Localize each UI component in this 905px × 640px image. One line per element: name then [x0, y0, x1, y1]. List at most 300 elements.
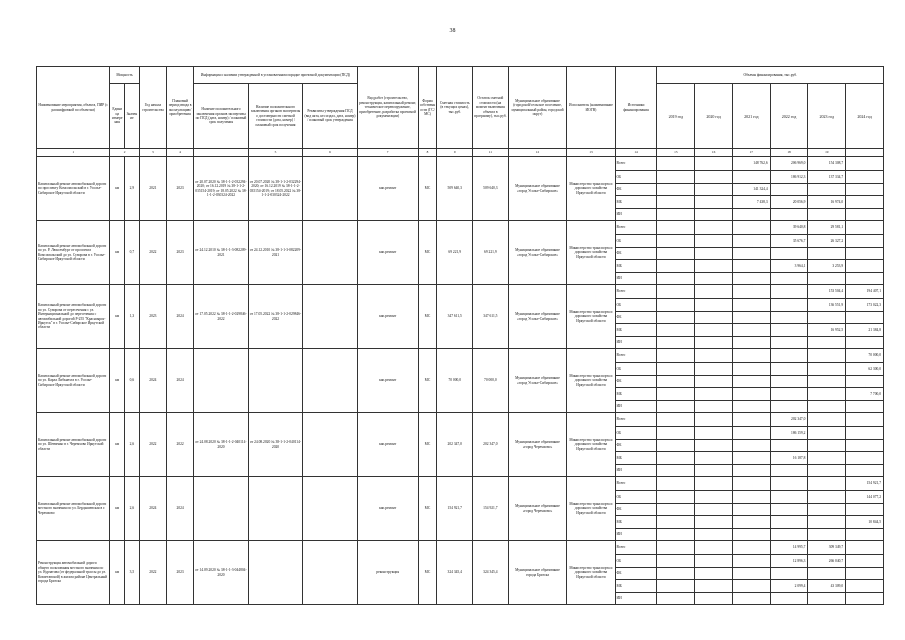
funding-value: [732, 528, 770, 541]
header-name: Наименование мероприятия, объекта, ПИР (с расшифровкой по объектам): [37, 67, 110, 149]
funding-value: 186 912,3: [770, 171, 808, 184]
work-type: кап.ремонт: [357, 157, 418, 221]
municipality: Муниципальное образование «город Черемхово»: [508, 477, 567, 541]
funding-source-label: ФБ: [615, 311, 657, 324]
value-cell: 1,3: [125, 285, 140, 349]
psd-positive: от 24.12.2010 № 38-1-1-3-082209-2021: [194, 221, 249, 285]
funding-value: [657, 464, 695, 477]
funding-value: 154 921,7: [846, 477, 884, 491]
funding-value: [732, 413, 770, 427]
funding-value: [808, 592, 846, 605]
funding-value: 194 407,1: [846, 285, 884, 299]
ownership: МС: [418, 541, 437, 605]
funding-value: [808, 439, 846, 452]
funding-value: [732, 541, 770, 555]
funding-value: [846, 503, 884, 516]
rem-cost: 509 640,3: [473, 157, 509, 221]
psd-approval: [303, 285, 358, 349]
funding-value: 309 349,7: [808, 541, 846, 555]
funding-value: [846, 439, 884, 452]
funding-value: [846, 183, 884, 196]
work-type: кап.ремонт: [357, 349, 418, 413]
header-value: Значение: [125, 84, 140, 149]
funding-value: [732, 349, 770, 363]
table-row: [37, 221, 884, 235]
table-row: [37, 413, 884, 427]
funding-value: [732, 477, 770, 491]
funding-value: [770, 491, 808, 504]
funding-source-label: ИИ: [615, 272, 657, 285]
funding-value: [657, 336, 695, 349]
psd-reliability: от 24.08.2020 № 38-1-1-2-040114-2020: [248, 413, 303, 477]
funding-value: [846, 247, 884, 260]
value-cell: 0,6: [125, 349, 140, 413]
psd-positive: [194, 477, 249, 541]
work-type: кап.ремонт: [357, 477, 418, 541]
est-cost: 202 347,0: [437, 413, 473, 477]
table-row: [37, 349, 884, 363]
rem-cost: 69 221,9: [473, 221, 509, 285]
unit-cell: км: [110, 221, 125, 285]
psd-reliability: от 20.07.2020 № 38-1-1-2-032294-2020; от 16.12.2019 № 38-1-1-2-035154-2019; от 18.05.2022 № 38-1-1-2-030324-2022: [248, 157, 303, 221]
column-number: 1: [37, 149, 110, 157]
funding-value: [808, 349, 846, 363]
rem-cost: 154 921,7: [473, 477, 509, 541]
psd-approval: [303, 349, 358, 413]
object-name: Капитальный ремонт автомобильной дороги по ул. Шевченко в г. Черемхово Иркутской области: [37, 413, 110, 477]
funding-value: 29 581,1: [808, 221, 846, 235]
funding-value: [770, 363, 808, 376]
header-year: 2022 год: [770, 84, 808, 149]
funding-value: [770, 272, 808, 285]
funding-value: [732, 400, 770, 413]
column-number: 18: [770, 149, 808, 157]
funding-value: [657, 324, 695, 337]
psd-approval: [303, 221, 358, 285]
funding-value: [695, 196, 733, 209]
column-number-row: [37, 149, 884, 157]
psd-positive: от 24.08.2020 № 38-1-1-2-040114-2020: [194, 413, 249, 477]
funding-value: [770, 375, 808, 388]
funding-value: [657, 528, 695, 541]
header-year-end: Плановый период ввода в эксплуатацию/приобретения: [166, 67, 193, 149]
object-name: Капитальный ремонт автомобильной дороги по ул. Карла Либкнехта в г. Усолье-Сибирское Иркутской области: [37, 349, 110, 413]
value-cell: 2,9: [125, 157, 140, 221]
column-number: 17: [732, 149, 770, 157]
end-year: 2023: [166, 221, 193, 285]
funding-source-label: ИИ: [615, 336, 657, 349]
funding-value: [732, 555, 770, 568]
funding-value: [846, 580, 884, 593]
rem-cost: 324 345,4: [473, 541, 509, 605]
funding-source-label: ИИ: [615, 208, 657, 221]
funding-value: 12 896,3: [770, 555, 808, 568]
value-cell: 2,6: [125, 477, 140, 541]
start-year: 2023: [139, 285, 166, 349]
funding-value: [732, 567, 770, 580]
funding-value: [732, 464, 770, 477]
funding-value: [808, 311, 846, 324]
funding-value: [695, 363, 733, 376]
funding-value: [732, 299, 770, 312]
funding-value: [732, 363, 770, 376]
funding-value: [770, 528, 808, 541]
column-number: 7: [357, 149, 418, 157]
column-number: 13: [567, 149, 615, 157]
funding-value: [695, 311, 733, 324]
object-name: Капитальный ремонт автомобильной дороги местного значения по ул. Бердышевская в г. Черемхово: [37, 477, 110, 541]
funding-value: 266 040,7: [808, 555, 846, 568]
municipality: Муниципальное образование «город Усолье-Сибирское»: [508, 221, 567, 285]
funding-value: [770, 388, 808, 401]
funding-value: [695, 157, 733, 171]
header-psd-info: Информация о наличии утвержденной в установленном порядке проектной документации (ПСД): [194, 67, 358, 84]
funding-value: [657, 592, 695, 605]
funding-source-label: Всего: [615, 541, 657, 555]
funding-value: 186 159,2: [770, 427, 808, 440]
funding-value: [808, 452, 846, 465]
funding-value: [657, 516, 695, 529]
funding-value: [846, 541, 884, 555]
funding-value: [657, 580, 695, 593]
funding-source-label: ФБ: [615, 375, 657, 388]
ownership: МС: [418, 477, 437, 541]
start-year: 2021: [139, 157, 166, 221]
ownership: МС: [418, 221, 437, 285]
table-row: [37, 157, 884, 171]
funding-value: 153 504,4: [808, 285, 846, 299]
funding-value: [695, 477, 733, 491]
funding-value: [657, 260, 695, 273]
executor: Министерство транспорта и дорожного хозяйства Иркутской области: [567, 221, 615, 285]
funding-value: [732, 235, 770, 248]
funding-value: 206 969,0: [770, 157, 808, 171]
funding-source-label: ОБ: [615, 491, 657, 504]
funding-value: [657, 427, 695, 440]
executor: Министерство транспорта и дорожного хозяйства Иркутской области: [567, 349, 615, 413]
funding-source-label: ОБ: [615, 555, 657, 568]
funding-value: [657, 439, 695, 452]
funding-value: [770, 464, 808, 477]
unit-cell: км: [110, 413, 125, 477]
funding-value: [732, 324, 770, 337]
funding-value: [732, 375, 770, 388]
psd-positive: от 17.05.2022 № 38-1-1-2-029846-2022: [194, 285, 249, 349]
column-number: 8: [418, 149, 437, 157]
column-number: [846, 149, 884, 157]
funding-value: [846, 464, 884, 477]
funding-source-label: МБ: [615, 388, 657, 401]
funding-value: 43 309,0: [808, 580, 846, 593]
work-type: реконструкция: [357, 541, 418, 605]
funding-value: [846, 528, 884, 541]
header-year-start: Год начала строительства: [139, 67, 166, 149]
municipality: Муниципальное образование «город Усолье-Сибирское»: [508, 349, 567, 413]
funding-value: [732, 171, 770, 184]
est-cost: 154 921,7: [437, 477, 473, 541]
funding-value: [732, 503, 770, 516]
funding-value: 35 676,7: [770, 235, 808, 248]
funding-value: [770, 439, 808, 452]
funding-value: [695, 221, 733, 235]
funding-value: [657, 247, 695, 260]
funding-value: [695, 555, 733, 568]
funding-value: [808, 388, 846, 401]
funding-value: [808, 427, 846, 440]
header-year: 2020 год: [695, 84, 733, 149]
work-type: кап.ремонт: [357, 413, 418, 477]
funding-value: [808, 272, 846, 285]
ownership: МС: [418, 413, 437, 477]
executor: Министерство транспорта и дорожного хозяйства Иркутской области: [567, 477, 615, 541]
funding-value: [770, 336, 808, 349]
funding-value: [657, 235, 695, 248]
funding-value: 141 324,4: [732, 183, 770, 196]
funding-value: [695, 464, 733, 477]
psd-reliability: [248, 541, 303, 605]
funding-value: [732, 516, 770, 529]
ownership: МС: [418, 157, 437, 221]
work-type: кап.ремонт: [357, 285, 418, 349]
funding-value: [808, 400, 846, 413]
funding-value: [695, 336, 733, 349]
funding-value: [846, 413, 884, 427]
funding-value: [732, 285, 770, 299]
est-cost: 347 611,5: [437, 285, 473, 349]
funding-source-label: МБ: [615, 516, 657, 529]
column-number: 6: [303, 149, 358, 157]
funding-source-label: ФБ: [615, 183, 657, 196]
funding-value: [846, 260, 884, 273]
header-municipality: Муниципальное образование (городской/сельское поселение, муниципальный район, городской округ): [508, 67, 567, 149]
funding-source-label: МБ: [615, 452, 657, 465]
funding-value: [808, 516, 846, 529]
psd-reliability: от 24.12.2010 № 38-1-1-3-082209-2021: [248, 221, 303, 285]
funding-value: 144 077,2: [846, 491, 884, 504]
start-year: 2022: [139, 221, 166, 285]
funding-value: 136 551,9: [808, 299, 846, 312]
funding-value: 154 308,7: [808, 157, 846, 171]
funding-value: 39 640,8: [770, 221, 808, 235]
funding-value: [732, 247, 770, 260]
funding-source-label: ОБ: [615, 235, 657, 248]
funding-value: [695, 452, 733, 465]
funding-value: [657, 171, 695, 184]
funding-value: [732, 452, 770, 465]
psd-approval: [303, 157, 358, 221]
funding-value: [808, 208, 846, 221]
funding-value: [695, 528, 733, 541]
funding-source-label: ФБ: [615, 247, 657, 260]
municipality: Муниципальное образование «город Усолье-Сибирское»: [508, 157, 567, 221]
funding-value: [770, 477, 808, 491]
executor: Министерство транспорта и дорожного хозяйства Иркутской области: [567, 541, 615, 605]
funding-value: [808, 567, 846, 580]
funding-value: [846, 221, 884, 235]
funding-source-label: МБ: [615, 196, 657, 209]
value-cell: 3,5: [125, 541, 140, 605]
funding-value: [657, 208, 695, 221]
funding-value: [657, 285, 695, 299]
unit-cell: км: [110, 285, 125, 349]
funding-value: [657, 196, 695, 209]
funding-source-label: ИИ: [615, 592, 657, 605]
header-year: 2021 год: [732, 84, 770, 149]
funding-value: 62 300,0: [846, 363, 884, 376]
funding-value: [846, 171, 884, 184]
funding-value: [846, 196, 884, 209]
funding-value: [846, 311, 884, 324]
funding-value: [770, 400, 808, 413]
funding-value: [695, 272, 733, 285]
funding-value: [770, 299, 808, 312]
funding-value: 7 438,3: [732, 196, 770, 209]
funding-value: [657, 491, 695, 504]
funding-value: [732, 260, 770, 273]
column-number: 3: [139, 149, 166, 157]
executor: Министерство транспорта и дорожного хозяйства Иркутской области: [567, 413, 615, 477]
funding-value: [695, 503, 733, 516]
header-work-type: Вид работ (строительство, реконструкция, капитальный ремонт, техническое перевооружение, приобретение, разработка проектной документации): [357, 67, 418, 149]
funding-value: [770, 567, 808, 580]
funding-value: [808, 336, 846, 349]
funding-value: [657, 400, 695, 413]
psd-reliability: [248, 477, 303, 541]
funding-value: [808, 491, 846, 504]
funding-value: [846, 400, 884, 413]
header-psd-reliability: Наличие положительного заключения органов экспертизы о достоверности сметной стоимости (дата, номер) / плановый срок получения: [248, 84, 303, 149]
funding-value: [846, 208, 884, 221]
funding-value: [657, 272, 695, 285]
funding-source-label: ОБ: [615, 171, 657, 184]
funding-value: [657, 388, 695, 401]
funding-source-label: Всего: [615, 413, 657, 427]
funding-value: [770, 208, 808, 221]
municipality: Муниципальное образование «город Усолье-Сибирское»: [508, 285, 567, 349]
funding-source-label: МБ: [615, 580, 657, 593]
rem-cost: 202 347,0: [473, 413, 509, 477]
rem-cost: 70 000,0: [473, 349, 509, 413]
funding-value: [732, 272, 770, 285]
table-row: [37, 541, 884, 555]
funding-value: [695, 491, 733, 504]
funding-value: [770, 247, 808, 260]
psd-positive: от 14.09.2020 № 38-1-1-3-044804-2020: [194, 541, 249, 605]
funding-value: [732, 208, 770, 221]
psd-approval: [303, 413, 358, 477]
executor: Министерство транспорта и дорожного хозяйства Иркутской области: [567, 285, 615, 349]
object-name: Реконструкция автомобильной дороги общего пользования местного значения по ул. Курчатова (от федеральной трассы до ул. Кокчетавской) в жилом районе Центральный города Братска: [37, 541, 110, 605]
column-number: 5: [248, 149, 303, 157]
funding-value: [657, 555, 695, 568]
municipality: Муниципальное образование города Братска: [508, 541, 567, 605]
funding-value: [846, 157, 884, 171]
est-cost: 509 640,3: [437, 157, 473, 221]
funding-value: [695, 541, 733, 555]
funding-value: [732, 491, 770, 504]
funding-value: [695, 260, 733, 273]
column-number: 15: [657, 149, 695, 157]
column-number: 12: [508, 149, 567, 157]
table-row: [37, 285, 884, 299]
funding-value: 16 187,8: [770, 452, 808, 465]
funding-value: [846, 592, 884, 605]
funding-value: [695, 349, 733, 363]
funding-value: [770, 183, 808, 196]
funding-source-label: ИИ: [615, 464, 657, 477]
header-year: 2019 год: [657, 84, 695, 149]
investment-program-table: [36, 66, 884, 605]
funding-value: [657, 567, 695, 580]
column-number: 9: [437, 149, 473, 157]
funding-value: [657, 183, 695, 196]
funding-value: [657, 541, 695, 555]
funding-value: [732, 221, 770, 235]
funding-value: [770, 349, 808, 363]
funding-value: [695, 516, 733, 529]
psd-positive: от 20.07.2020 № 38-1-1-2-032294-2020; от 16.12.2019 № 38-1-1-2-035154-2019; от 18.05.2022 № 38-1-1-2-030324-2022: [194, 157, 249, 221]
funding-value: [695, 247, 733, 260]
funding-value: [657, 503, 695, 516]
funding-value: 173 022,3: [846, 299, 884, 312]
funding-value: 2 099,4: [770, 580, 808, 593]
column-number: 19: [808, 149, 846, 157]
start-year: 2024: [139, 477, 166, 541]
funding-value: [695, 285, 733, 299]
end-year: 2023: [166, 157, 193, 221]
funding-value: [808, 363, 846, 376]
funding-value: [657, 363, 695, 376]
executor: Министерство транспорта и дорожного хозяйства Иркутской области: [567, 157, 615, 221]
header-psd-approval: Реквизиты утверждения ПСД (вид акта, кто издал, дата, номер) / плановый срок утверждения: [303, 84, 358, 149]
municipality: Муниципальное образование «город Черемхово»: [508, 413, 567, 477]
funding-source-label: МБ: [615, 324, 657, 337]
funding-value: 10 844,5: [846, 516, 884, 529]
header-executor: Исполнитель (наименование ИОГВ): [567, 67, 615, 149]
value-cell: 0,7: [125, 221, 140, 285]
unit-cell: км: [110, 157, 125, 221]
end-year: 2023: [166, 541, 193, 605]
funding-value: [846, 452, 884, 465]
table-row: [37, 477, 884, 491]
object-name: Капитальный ремонт автомобильной дороги по ул. Р. Люксембург от проспекта Комсомольский до ул. Суворова в г. Усолье-Сибирское Иркутской области: [37, 221, 110, 285]
column-number: 14: [615, 149, 657, 157]
funding-value: 26 327,2: [808, 235, 846, 248]
funding-value: [695, 183, 733, 196]
funding-value: [657, 157, 695, 171]
funding-value: [846, 427, 884, 440]
funding-value: [695, 324, 733, 337]
end-year: 2024: [166, 285, 193, 349]
work-type: кап.ремонт: [357, 221, 418, 285]
funding-value: 137 334,7: [808, 171, 846, 184]
column-number: 2: [110, 149, 139, 157]
column-number: 11: [473, 149, 509, 157]
funding-value: [808, 503, 846, 516]
funding-value: [695, 427, 733, 440]
funding-value: [846, 555, 884, 568]
funding-value: [695, 567, 733, 580]
column-number: 16: [695, 149, 733, 157]
funding-value: [695, 171, 733, 184]
est-cost: 324 345,4: [437, 541, 473, 605]
header-est-cost: Сметная стоимость (в текущих ценах), тыс.руб.: [437, 67, 473, 149]
funding-value: [808, 183, 846, 196]
funding-source-label: Всего: [615, 477, 657, 491]
funding-value: [657, 413, 695, 427]
funding-value: [732, 580, 770, 593]
funding-value: [732, 336, 770, 349]
